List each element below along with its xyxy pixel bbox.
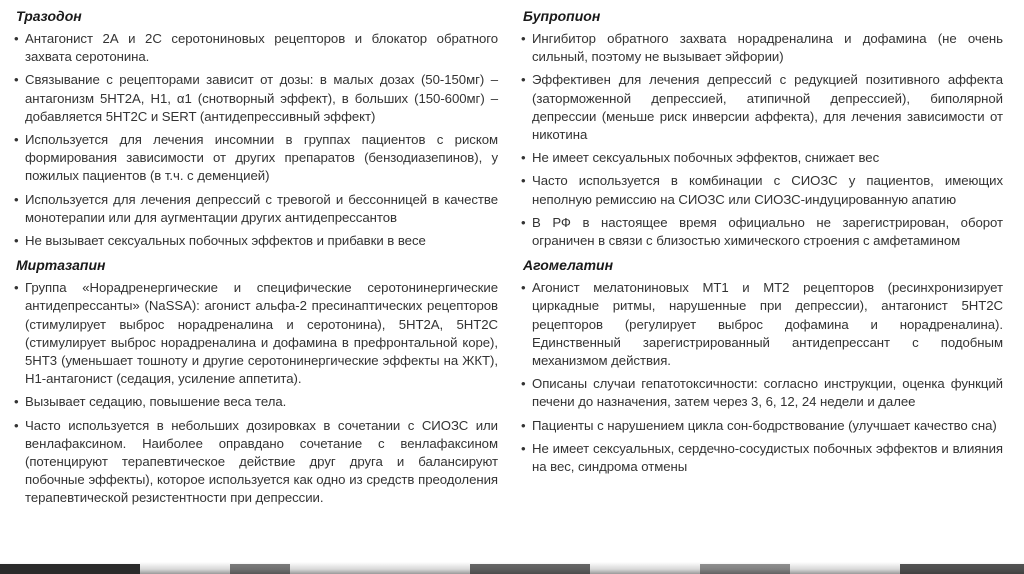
section-title-bupropion: Бупропион <box>523 8 601 24</box>
list-item: • Часто используется в небольших дозировках в сочетании с СИОЗС или венлафаксином. Наиболее оправдано сочетание с венлафаксином (потенцируют терапевтическое действие друг друга и балансируют побочные эффекты), которое используется как одно из средств преодоления терапевтической резистентности при депрессии. <box>14 417 498 508</box>
scan-shadow <box>470 564 590 574</box>
list-item: • Не имеет сексуальных, сердечно-сосудистых побочных эффектов и влияния на вес, синдрома отмены <box>521 440 1003 476</box>
section-title-trazodone: Тразодон <box>16 8 82 24</box>
list-item: • Связывание с рецепторами зависит от дозы: в малых дозах (50-150мг) – антагонизм 5НТ2А, Н1, α1 (снотворный эффект), в больших (150-600мг) – добавляется 5НТ2С и SERT (антидепрессивный эффект) <box>14 71 498 126</box>
agomelatine-list <box>521 279 1003 476</box>
list-item: • Группа «Норадренергические и специфические серотонинергические антидепрессанты» (NaSSA): агонист альфа-2 пресинаптических рецепторов (стимулирует выброс норадреналина и серотонина), 5НТ2А, 5НТ2С (стимулирует выброс норадреналина и дофамина в префронтальной коре), 5НТ3 (уменьшает тошноту и другие серотонинергические эффекты на ЖКТ), Н1-антагонист (седация, усиление аппетита). <box>14 279 498 388</box>
scan-shadow <box>230 564 290 574</box>
list-item: • Ингибитор обратного захвата норадреналина и дофамина (не очень сильный, поэтому не вызывает эйфории) <box>521 30 1003 66</box>
right-column <box>521 6 1003 481</box>
list-item: • Используется для лечения депрессий с тревогой и бессонницей в качестве монотерапии или для аугментации других антидепрессантов <box>14 191 498 227</box>
trazodone-list <box>14 30 498 250</box>
list-item: • Антагонист 2А и 2С серотониновых рецепторов и блокатор обратного захвата серотонина. <box>14 30 498 66</box>
section-title-agomelatine: Агомелатин <box>523 257 614 274</box>
list-item: • Пациенты с нарушением цикла сон-бодрствование (улучшает качество сна) <box>521 417 1003 435</box>
scan-shadow <box>700 564 790 574</box>
list-item: • Не имеет сексуальных побочных эффектов, снижает вес <box>521 149 1003 167</box>
scan-shadow <box>0 564 140 574</box>
scan-shadow <box>900 564 1024 574</box>
list-item: • Эффективен для лечения депрессий с редукцией позитивного аффекта (заторможенной депрессией, атипичной депрессией), биполярной депрессии (меньше риск инверсии аффекта), для лечения зависимости от никотина <box>521 71 1003 144</box>
list-item: • Вызывает седацию, повышение веса тела. <box>14 393 498 411</box>
list-item: • Используется для лечения инсомнии в группах пациентов с риском формирования зависимости от других препаратов (бензодиазепинов), у пожилых пациентов (в т.ч. с деменцией) <box>14 131 498 186</box>
list-item: • В РФ в настоящее время официально не зарегистрирован, оборот ограничен в связи с близостью химического строения с амфетамином <box>521 214 1003 250</box>
section-title-mirtazapine: Миртазапин <box>16 257 106 274</box>
bupropion-list <box>521 30 1003 250</box>
list-item: • Не вызывает сексуальных побочных эффектов и прибавки в весе <box>14 232 498 250</box>
left-column <box>14 6 498 513</box>
mirtazapine-list <box>14 279 498 507</box>
list-item: • Часто используется в комбинации с СИОЗС у пациентов, имеющих неполную ремиссию на СИОЗС или СИОЗС-индуцированную апатию <box>521 172 1003 208</box>
list-item: • Описаны случаи гепатотоксичности: согласно инструкции, оценка функций печени до назначения, затем через 3, 6, 12, 24 недели и далее <box>521 375 1003 411</box>
bottom-scan-edge <box>0 562 1024 574</box>
list-item: • Агонист мелатониновых МТ1 и МТ2 рецепторов (ресинхронизирует циркадные ритмы, нарушенные при депрессии), антагонист 5НТ2С рецепторов (регулирует выброс дофамина и норадреналина). Единственный зарегистрированный антидепрессант с подобным механизмом действия. <box>521 279 1003 370</box>
